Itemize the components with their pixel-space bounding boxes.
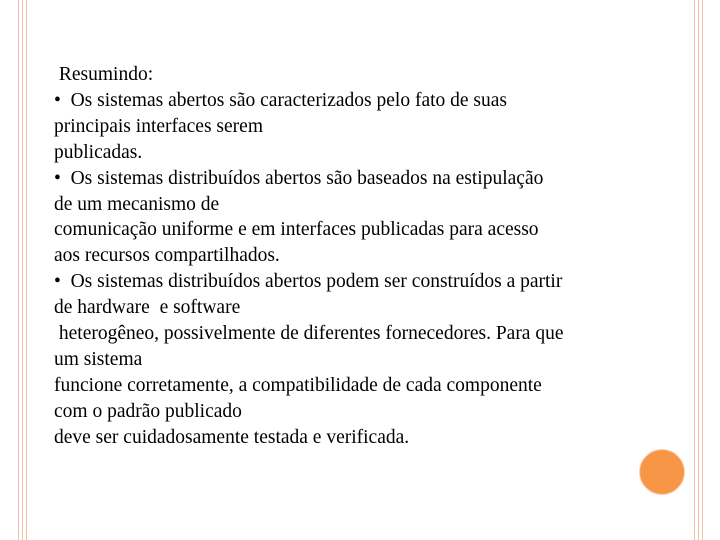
bullet-1-line: publicadas. — [54, 141, 143, 163]
bullet-2-line: • Os sistemas distribuídos abertos são baseados na estipulação — [54, 167, 544, 189]
bullet-3-line: deve ser cuidadosamente testada e verificada. — [54, 426, 410, 448]
bullet-3-line: funcione corretamente, a compatibilidade de cada componente — [54, 374, 542, 396]
orange-circle-decoration — [639, 449, 685, 495]
left-frame-line — [18, 0, 19, 540]
summary-heading: Resumindo: — [54, 64, 154, 85]
right-frame-line — [698, 0, 699, 540]
slide-body-text — [54, 62, 690, 451]
left-frame-line — [22, 0, 23, 540]
bullet-2-line: de um mecanismo de — [54, 193, 220, 215]
bullet-2-line: aos recursos compartilhados. — [54, 245, 280, 267]
right-frame-line — [694, 0, 695, 540]
bullet-3-line: heterogêneo, possivelmente de diferentes fornecedores. Para que — [54, 323, 564, 345]
bullet-1-line: • Os sistemas abertos são caracterizados pelo fato de suas — [54, 89, 508, 111]
bullet-2-line: comunicação uniforme e em interfaces publicadas para acesso — [54, 219, 539, 241]
bullet-1-line: principais interfaces serem — [54, 115, 263, 137]
bullet-3-line: • Os sistemas distribuídos abertos podem ser construídos a partir — [54, 271, 563, 293]
bullet-3-line: um sistema — [54, 348, 143, 370]
left-frame-line — [26, 0, 27, 540]
bullet-3-line: de hardware e software — [54, 297, 241, 319]
right-frame-line — [702, 0, 703, 540]
bullet-3-line: com o padrão publicado — [54, 400, 242, 422]
